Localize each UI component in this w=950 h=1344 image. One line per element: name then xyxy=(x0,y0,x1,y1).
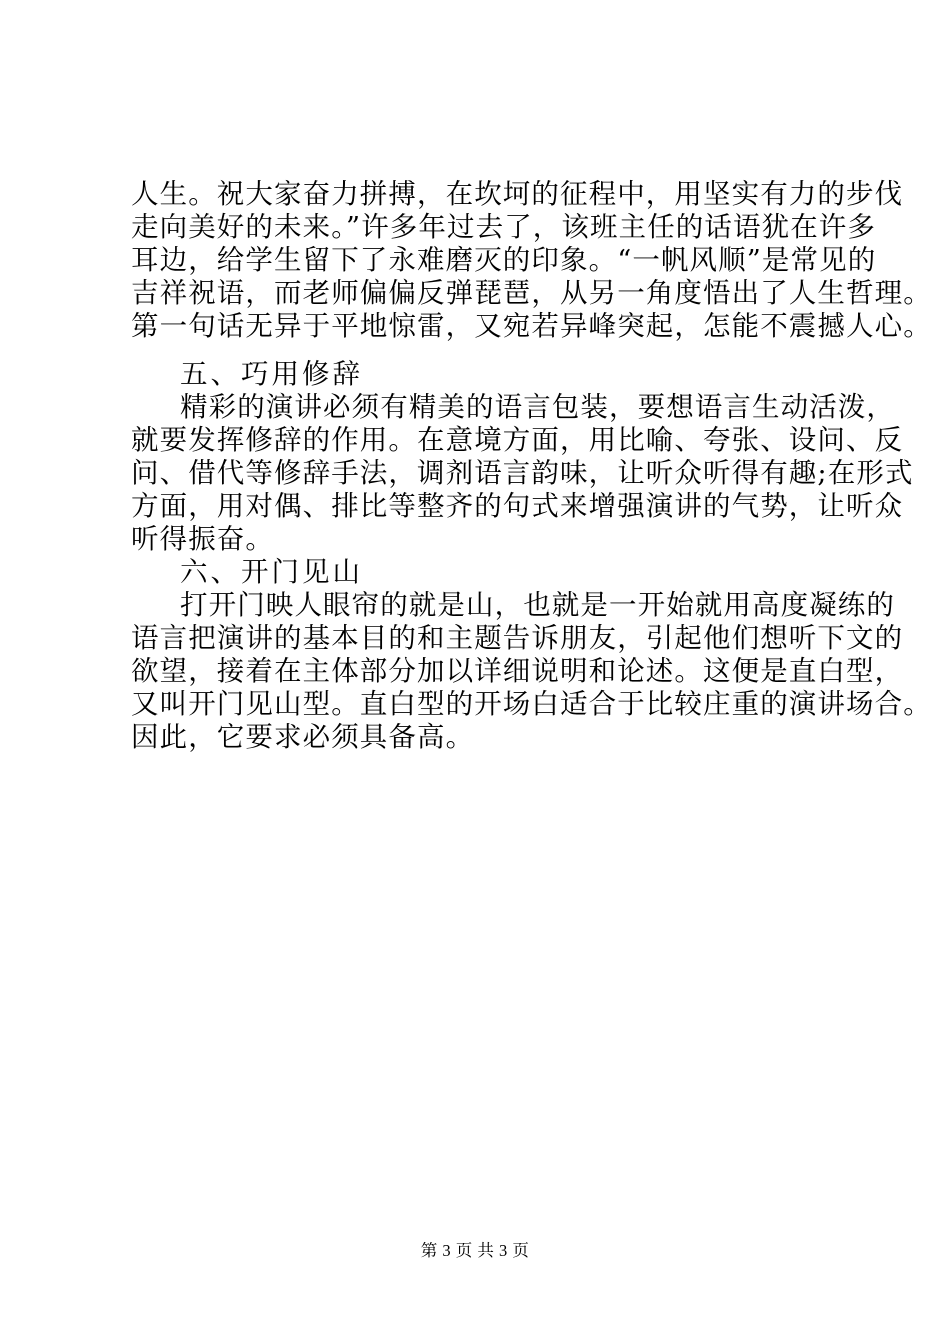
paragraph-line: 走向美好的未来。”许多年过去了，该班主任的话语犹在许多 xyxy=(131,211,877,243)
paragraph-line: 第一句话无异于平地惊雷，又宛若异峰突起，怎能不震撼人心。 xyxy=(131,310,932,342)
paragraph-line: 听得振奋。 xyxy=(131,523,274,555)
paragraph-line: 就要发挥修辞的作用。在意境方面，用比喻、夸张、设问、反 xyxy=(131,424,904,456)
paragraph-line: 欲望，接着在主体部分加以详细说明和论述。这便是直白型， xyxy=(131,655,904,687)
paragraph-line: 方面，用对偶、排比等整齐的句式来增强演讲的气势，让听众 xyxy=(131,490,904,522)
paragraph-line: 精彩的演讲必须有精美的语言包装，要想语言生动活泼， xyxy=(180,391,895,423)
paragraph-line: 语言把演讲的基本目的和主题告诉朋友，引起他们想听下文的 xyxy=(131,622,904,654)
section-heading: 五、巧用修辞 xyxy=(180,358,363,390)
page-number-footer: 第 3 页 共 3 页 xyxy=(420,1241,530,1260)
paragraph-line: 又叫开门见山型。直白型的开场白适合于比较庄重的演讲场合。 xyxy=(131,688,932,720)
paragraph-line: 人生。祝大家奋力拼搏，在坎坷的征程中，用坚实有力的步伐 xyxy=(131,178,904,210)
paragraph-line: 吉祥祝语，而老师偏偏反弹琵琶，从另一角度悟出了人生哲理。 xyxy=(131,277,932,309)
paragraph-line: 耳边，给学生留下了永难磨灭的印象。“一帆风顺”是常见的 xyxy=(131,244,877,276)
paragraph-line: 因此，它要求必须具备高。 xyxy=(131,721,475,753)
paragraph-line: 打开门映人眼帘的就是山，也就是一开始就用高度凝练的 xyxy=(180,589,895,621)
section-heading: 六、开门见山 xyxy=(180,556,363,588)
paragraph-line: 问、借代等修辞手法，调剂语言韵味，让听众听得有趣;在形式 xyxy=(131,457,914,489)
